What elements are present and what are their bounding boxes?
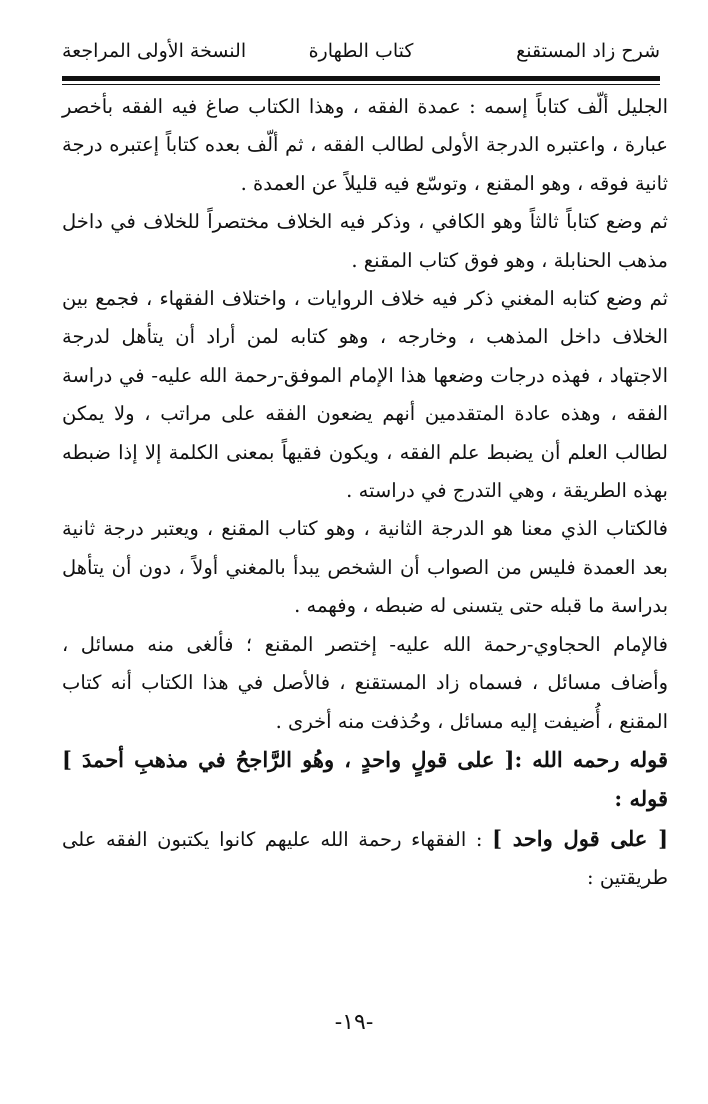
paragraph-6-text: : الفقهاء رحمة الله عليهم كانوا يكتبون الفقه على طريقتين : (62, 827, 668, 890)
paragraph-5: فالإمام الحجاوي-رحمة الله عليه- إختصر المقنع ؛ فألغى منه مسائل ، وأضاف مسائل ، فسماه زاد المستقنع ، فالأصل في هذا الكتاب أنه كتاب المقنع ، أُضيفت إليه مسائل ، وحُذفت منه أخرى . (62, 632, 668, 733)
header-rule-thin (62, 84, 660, 85)
paragraph-4: فالكتاب الذي معنا هو الدرجة الثانية ، وهو كتاب المقنع ، ويعتبر درجة ثانية بعد العمدة فليس من الصواب أن الشخص يبدأ بالمغني أولاً ، دون أن يتأهل بدراسة ما قبله حتى يتسنى له ضبطه ، وفهمه . (62, 517, 668, 618)
paragraph-6 (62, 741, 668, 898)
header-book-title: شرح زاد المستقنع (516, 40, 660, 62)
body-text (62, 88, 668, 898)
header-edition: النسخة الأولى المراجعة (62, 40, 247, 62)
header-rule-thick (62, 76, 660, 81)
bold-quote: [ على قول واحد ] (492, 825, 669, 851)
bold-intro: قوله رحمه الله :[ على قولٍ واحدٍ ، وهُو الرَّاجحُ في مذهبِ أحمدَ ] قوله : (62, 746, 668, 812)
paragraph-3: ثم وضع كتابه المغني ذكر فيه خلاف الروايات ، واختلاف الفقهاء ، فجمع بين الخلاف داخل المذهب ، وخارجه ، وهو كتابه لمن أراد أن يتأهل لدرجة الاجتهاد ، فهذه درجات وضعها هذا الإمام الموفق-رحمة الله عليه- في دراسة الفقه ، وهذه عادة المتقدمين أنهم يضعون الفقه على مراتب ، ولا يمكن لطالب العلم أن يضبط علم الفقه ، ويكون فقيهاً بمعنى الكلمة إلا إذا ضبطه بهذه الطريقة ، وهي التدرج في دراسته . (62, 287, 668, 503)
header-chapter: كتاب الطهارة (308, 40, 414, 62)
page-number: -١٩- (334, 1010, 374, 1035)
paragraph-2: ثم وضع كتاباً ثالثاً وهو الكافي ، وذكر فيه الخلاف مختصراً للخلاف في داخل مذهب الحنابلة ، وهو فوق كتاب المقنع . (62, 210, 668, 272)
page-header (62, 38, 660, 74)
paragraph-1: الجليل ألّف كتاباً إسمه : عمدة الفقه ، وهذا الكتاب صاغ فيه الفقه بأخصر عبارة ، واعتبره الدرجة الأولى لطالب الفقه ، ثم ألّف بعده كتاباً إعتبره درجة ثانية فوقه ، وهو المقنع ، وتوسّع فيه قليلاً عن العمدة . (62, 95, 668, 195)
